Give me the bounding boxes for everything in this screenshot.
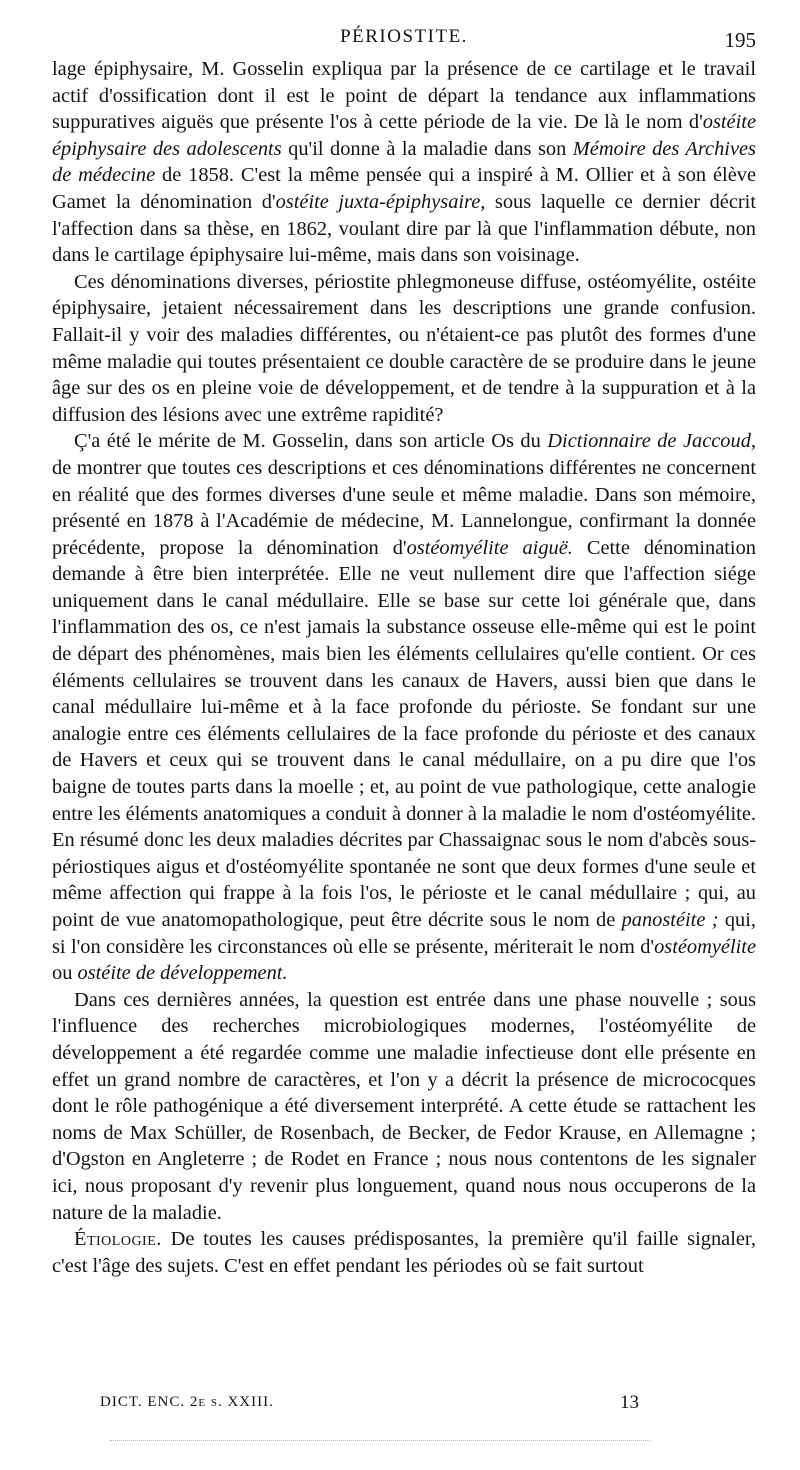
text-run: Dans ces dernières années, la question est entrée dans une phase nouvelle ; sous l'influence des recherches microbiologiques modernes, l'ostéomyélite de développement a été regardée comme une maladie infectieuse dont elle présente en effet un grand nombre de caractères, et l'on y a décrit la présence de micrococques dont le rôle pathogénique a été diversement interprété. A cette étude se rattachent les noms de Max Schüller, de Rosenbach, de Becker, de Fedor Krause, en Allemagne ; d'Ogston en Angleterre ; de Rodet en France ; nous nous contentons de les signaler ici, nous proposant d'y revenir plus longuement, quand nous nous occuperons de la nature de la maladie. (52, 988, 756, 1224)
italic-phrase: panostéite ; (621, 909, 719, 931)
paragraph-4 (52, 987, 756, 1226)
signature-mark: DICT. ENC. 2e s. XXIII. (100, 1394, 274, 1410)
page-footer (100, 1392, 756, 1420)
italic-phrase: ostéite juxta-épiphysaire, (275, 190, 486, 213)
running-head (52, 26, 756, 56)
italic-phrase: ostéomyélite (654, 935, 756, 958)
text-run: Ç'a été le mérite de M. Gosselin, dans son article Os du (74, 430, 548, 453)
italic-phrase: ostéomyélite aiguë. (406, 536, 573, 559)
paragraph-3 (52, 428, 756, 986)
text-run: qui, si l'on considère les circonstances où elle se présente, mériterait le nom d' (52, 909, 756, 958)
text-run: qu'il donne à la maladie dans son (281, 137, 573, 160)
italic-phrase: Mémoire des Archives de médecine (52, 137, 756, 187)
paragraph-1 (52, 56, 756, 269)
text-run: Cette dénomination demande à être bien interprétée. Elle ne veut nullement dire que l'affection siége uniquement dans le canal médullaire. Elle se base sur cette loi générale que, dans l'inflammation des os, ce n'est jamais la substance osseuse elle-même qui est le point de départ des phénomènes, mais bien les éléments cellulaires qu'elle contient. Or ces éléments cellulaires se trouvent dans les canaux de Havers, aussi bien que dans le canal médullaire lui-même et à la face profonde du périoste. Se fondant sur une analogie entre ces éléments cellulaires de la face profonde du périoste et des canaux de Havers et ceux qui se trouvent dans le canal médullaire, on a pu dire que l'os baigne de toutes parts dans la moelle ; et, au point de vue pathologique, cette analogie entre les éléments anatomiques a conduit à donner à la maladie le nom d'ostéomyélite. En résumé donc les deux maladies décrites par Chassaignac sous le nom d'abcès sous-périostiques aigus et d'ostéomyélite spontanée ne sont que deux formes d'une seule et même affection qui frappe à la fois l'os, le périoste et le canal médullaire ; qui, au point de vue anatomopathologique, peut être décrite sous le nom de (52, 536, 756, 931)
text-run: sous laquelle ce dernier décrit l'affection dans sa thèse, en 1862, voulant dire par là que l'inflammation débute, non dans le cartilage épiphysaire lui-même, mais dans son voisinage. (52, 190, 756, 267)
paragraph-5-etiologie (52, 1226, 756, 1279)
running-title: PÉRIOSTITE. (340, 26, 468, 47)
section-heading-etiologie: Étiologie. (74, 1228, 162, 1251)
sheet-number: 13 (620, 1392, 639, 1413)
bottom-dotted-rule (110, 1440, 650, 1441)
paragraph-2 (52, 269, 756, 429)
page-number: 195 (724, 28, 756, 52)
text-run: de 1858. C'est la même pensée qui a inspiré à M. Ollier et à son élève Gamet la dénomination d' (52, 164, 756, 213)
text-run: de montrer que toutes ces descriptions et ces dénominations différentes ne concernent en réalité que des formes diverses d'une seule et même maladie. Dans son mémoire, présenté en 1878 à l'Académie de médecine, M. Lannelongue, confirmant la donnée précédente, propose la dénomination d' (52, 456, 756, 559)
text-run: ou (52, 962, 78, 985)
text-run: Ces dénominations diverses, périostite phlegmoneuse diffuse, ostéomyélite, ostéite épiphysaire, jetaient nécessairement dans les descriptions une grande confusion. Fallait-il y voir des maladies différentes, ou n'étaient-ce pas plutôt des formes d'une même maladie qui toutes présentaient ce double caractère de se produire dans le jeune âge sur des os en pleine voie de développement, et de tendre à la suppuration et à la diffusion des lésions avec une extrême rapidité? (52, 270, 756, 426)
body-text (52, 56, 756, 1279)
text-run: De toutes les causes prédisposantes, la première qu'il faille signaler, c'est l'âge des sujets. C'est en effet pendant les périodes où se fait surtout (52, 1228, 756, 1277)
italic-phrase: ostéite de développement. (77, 962, 288, 985)
italic-phrase: Dictionnaire de Jaccoud, (547, 430, 756, 453)
text-run: lage épiphysaire, M. Gosselin expliqua par la présence de ce cartilage et le travail actif d'ossification dont il est le point de départ la tendance aux inflammations suppuratives aiguës que présente l'os à cette période de la vie. De là le nom d' (52, 58, 756, 134)
italic-phrase: ostéite épiphysaire des adolescents (52, 111, 756, 160)
